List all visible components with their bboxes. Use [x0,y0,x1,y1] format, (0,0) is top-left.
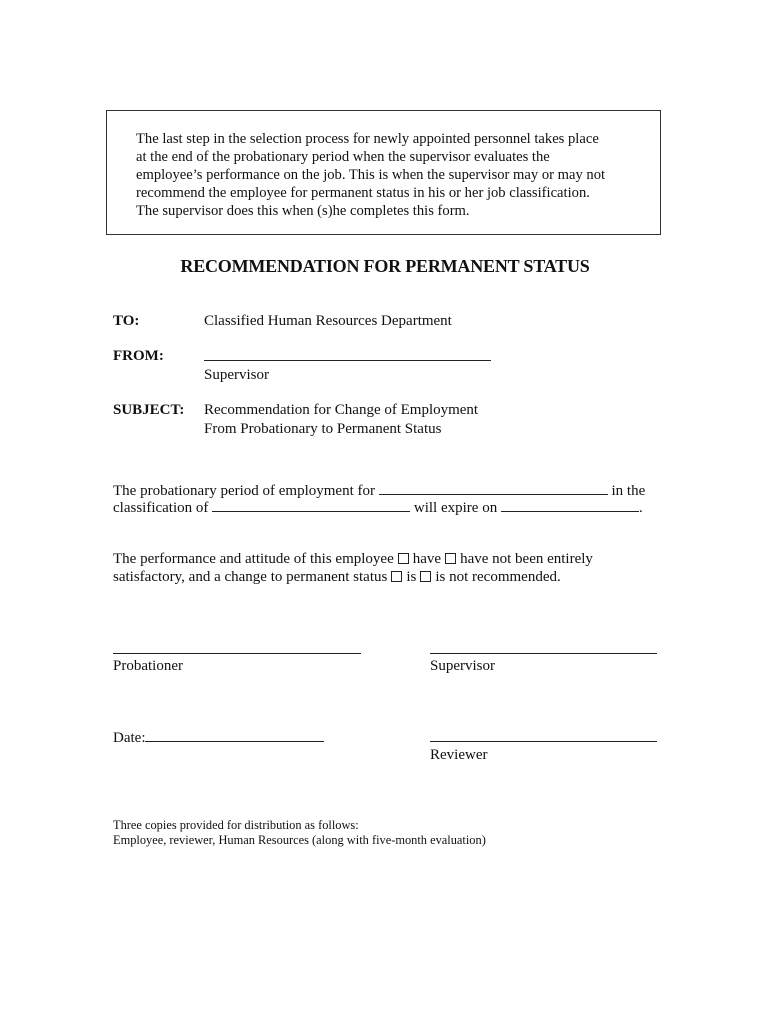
have-label: have [412,551,442,567]
footer-note: Employee, reviewer, Human Resources (along with five-month evaluation) [113,833,486,847]
date-field[interactable] [145,728,324,742]
from-label: FROM: [113,348,164,364]
expiration-date-field[interactable] [501,498,639,512]
have-checkbox[interactable] [398,553,409,564]
period-text: The probationary period of employment for [113,483,376,499]
probationer-caption: Probationer [113,658,183,674]
intro-line: at the end of the probationary period when the supervisor evaluates the [136,149,550,165]
intro-line: The last step in the selection process for newly appointed personnel takes place [136,131,599,147]
period-text: . [638,500,643,516]
intro-line: The supervisor does this when (s)he completes this form. [136,203,470,219]
footer-note: Three copies provided for distribution as follows: [113,818,359,832]
subject-label: SUBJECT: [113,402,185,418]
employee-name-field[interactable] [379,481,608,495]
intro-line: employee’s performance on the job. This is when the supervisor may or may not [136,167,606,183]
is-not-label: is not recommended. [435,569,561,585]
classification-field[interactable] [212,498,410,512]
supervisor-caption: Supervisor [430,658,495,674]
supervisor-signature-field[interactable] [430,653,657,654]
date-row [113,728,324,747]
intro-line: recommend the employee for permanent status in his or her job classification. [136,185,590,201]
from-caption: Supervisor [204,367,269,383]
period-line-2 [113,498,643,517]
reviewer-signature-field[interactable] [430,741,657,742]
have-not-label: have not been entirely [460,551,593,567]
performance-line-1 [113,550,593,568]
performance-text: satisfactory, and a change to permanent status [113,569,388,585]
date-label: Date: [113,730,146,746]
period-text: classification of [113,500,209,516]
is-not-checkbox[interactable] [420,571,431,582]
is-checkbox[interactable] [391,571,402,582]
subject-line: Recommendation for Change of Employment [204,402,479,418]
subject-line: From Probationary to Permanent Status [204,421,442,437]
period-text: will expire on [413,500,498,516]
reviewer-caption: Reviewer [430,747,488,763]
from-signature-field[interactable] [204,360,491,361]
is-label: is [406,569,417,585]
period-text: in the [611,483,646,499]
have-not-checkbox[interactable] [445,553,456,564]
to-value: Classified Human Resources Department [204,313,452,329]
form-title: RECOMMENDATION FOR PERMANENT STATUS [180,256,590,276]
performance-text: The performance and attitude of this employee [113,551,394,567]
to-label: TO: [113,313,140,329]
performance-line-2 [113,568,561,586]
intro-box [106,110,661,235]
probationer-signature-field[interactable] [113,653,361,654]
